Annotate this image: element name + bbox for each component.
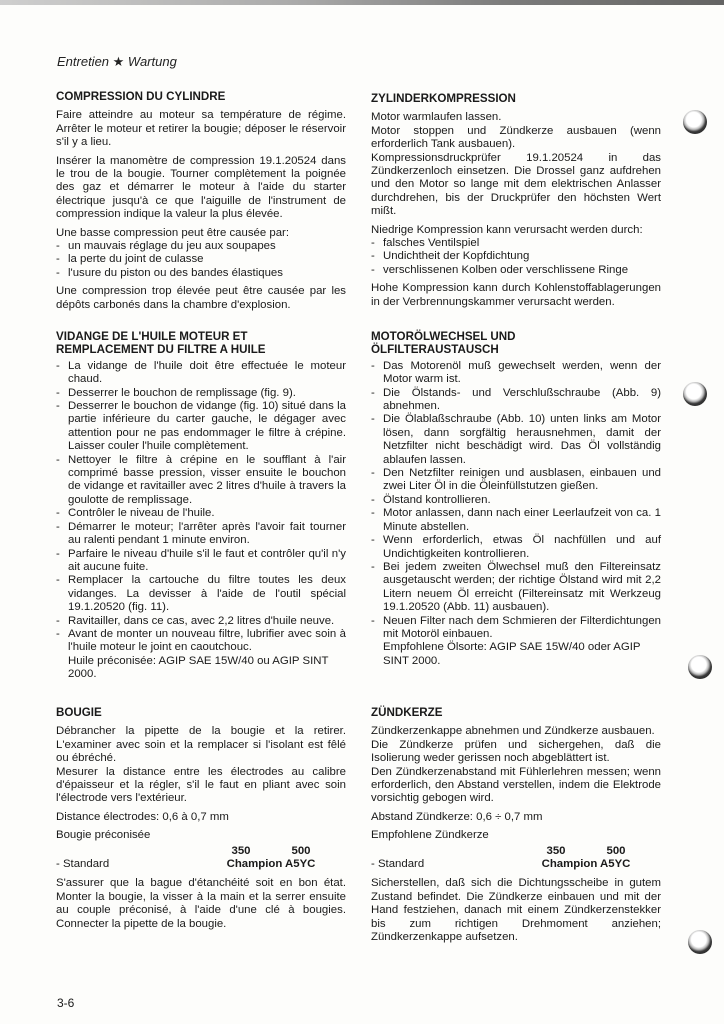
model-500-label: 500	[606, 844, 626, 857]
spec-row-label: - Standard	[371, 858, 425, 871]
section-title: ZÜNDKERZE	[371, 706, 443, 719]
section-title: ZYLINDERKOMPRESSION	[371, 92, 516, 105]
paragraph: Distance électrodes: 0,6 à 0,7 mm	[56, 810, 229, 823]
paragraph: Abstand Zündkerze: 0,6 ÷ 0,7 mm	[371, 810, 543, 823]
paragraph: Motor stoppen und Zündkerze ausbauen (wenn erforderlich Tank ausbauen).	[371, 124, 661, 151]
paragraph: Insérer la manomètre de compression 19.1.20524 dans le trou de la bougie. Tourner complètement la poignée des gaz et démarrer le moteur à l'aide du starter électrique jusqu'à ce que l'aiguille de l'instrument de compression indique la valeur la plus élevée.	[56, 154, 346, 221]
section-spark-de	[371, 706, 661, 950]
page-number: 3-6	[57, 996, 75, 1010]
paragraph: Niedrige Kompression kann verursacht werden durch:	[371, 223, 643, 236]
paragraph: Hohe Kompression kann durch Kohlenstoffablagerungen in der Verbrennungskammer verursacht werden.	[371, 282, 661, 308]
section-title	[371, 330, 661, 357]
paragraph: Mesurer la distance entre les électrodes au calibre d'épaisseur et la régler, s'il le faut en pliant avec soin l'électrode vers l'extérieur.	[56, 765, 346, 805]
punch-hole-2	[683, 382, 707, 406]
spec-row-value: Champion A5YC	[541, 858, 631, 871]
cause-list	[371, 237, 661, 277]
list-item: - Nettoyer le filtre à crépine en le soufflant à l'air comprimé basse pression, visser ensuite le bouchon de vidange et ravitailler avec 2 litres d'huile à travers la goulotte de remplissage.	[56, 454, 346, 508]
paragraph: S'assurer que la bague d'étanchéité soit en bon état. Monter la bougie, la visser à la main et la serrer ensuite au couple préconisé, à l'aide d'une clé à bougies. Connecter la pipette de la bougie.	[56, 877, 346, 930]
punch-hole-3	[688, 655, 712, 679]
section-compression-de	[371, 92, 661, 314]
punch-hole-4	[688, 930, 712, 954]
spec-row-label: - Standard	[56, 858, 110, 871]
paragraph: Une basse compression peut être causée par:	[56, 226, 290, 239]
spec-row	[56, 858, 346, 871]
paragraph: Den Zündkerzenabstand mit Fühlerlehren messen; wenn erforderlich, den Abstand verstellen, indem die Elektrode vorsichtig gebogen wird.	[371, 765, 661, 805]
list-item: - la perte du joint de culasse	[56, 253, 346, 266]
section-title: BOUGIE	[56, 706, 102, 719]
list-item: - Die Ölablaßschraube (Abb. 10) unten links am Motor lösen, dann sorgfältig herausnehmen, damit der Netzfilter nicht beschädigt wird. Das Öl vollständig ablaufen lassen.	[371, 413, 661, 467]
procedure-list	[56, 360, 346, 655]
paragraph: Zündkerzenkappe abnehmen und Zündkerze ausbauen.	[371, 725, 655, 738]
page-header: Entretien ★ Wartung	[57, 54, 177, 69]
list-item: - Desserrer le bouchon de remplissage (fig. 9).	[56, 387, 346, 400]
list-item: - Undichtheit der Kopfdichtung	[371, 250, 661, 263]
paragraph: Faire atteindre au moteur sa température de régime. Arrêter le moteur et retirer la bougie; déposer le réservoir s'il y a lieu.	[56, 109, 346, 149]
list-item: - Desserrer le bouchon de vidange (fig. 10) situé dans la partie inférieure du carter gauche, le dégager avec attention pour ne pas endommager le filtre à crépine. Laisser couler l'huile complètement.	[56, 400, 346, 454]
list-item: - La vidange de l'huile doit être effectuée le moteur chaud.	[56, 360, 346, 387]
cause-list	[56, 240, 346, 280]
oil-recommendation: Empfohlene Ölsorte: AGIP SAE 15W/40 oder AGIP SINT 2000.	[383, 641, 641, 667]
paragraph: Empfohlene Zündkerze	[371, 829, 489, 842]
scan-edge	[0, 0, 724, 5]
section-oil-de	[371, 330, 661, 668]
list-item: - Das Motorenöl muß gewechselt werden, wenn der Motor warm ist.	[371, 360, 661, 387]
paragraph: Une compression trop élevée peut être causée par les dépôts carbonés dans la chambre d'explosion.	[56, 285, 346, 311]
spec-row-value: Champion A5YC	[226, 858, 316, 871]
procedure-list	[371, 360, 661, 642]
list-item: - Ölstand kontrollieren.	[371, 494, 661, 507]
section-title	[56, 330, 346, 357]
oil-recommendation: Huile préconisée: AGIP SAE 15W/40 ou AGIP SINT 2000.	[68, 654, 329, 681]
list-item: - Neuen Filter nach dem Schmieren der Filterdichtungen mit Motoröl einbauen.	[371, 615, 661, 642]
list-item: - Avant de monter un nouveau filtre, lubrifier avec soin à l'huile moteur le joint en caoutchouc.	[56, 628, 346, 655]
spec-row	[371, 858, 661, 871]
title-line: MOTORÖLWECHSEL UND	[371, 330, 516, 343]
list-item: - l'usure du piston ou des bandes élastiques	[56, 267, 346, 280]
list-item: - Parfaire le niveau d'huile s'il le faut et contrôler qu'il n'y ait aucune fuite.	[56, 548, 346, 575]
list-item: - Bei jedem zweiten Ölwechsel muß den Filtereinsatz ausgetauscht werden; der richtige Ölstand wird mit 2,2 Litern neuem Öl erreicht (Filtereinsatz mit Werkzeug 19.1.20520 (Abb. 11) ausbauen).	[371, 561, 661, 615]
section-spark-fr	[56, 706, 346, 936]
list-item: - verschlissenen Kolben oder verschlissene Ringe	[371, 264, 661, 277]
list-item: - Démarrer le moteur; l'arrêter après l'avoir fait tourner au ralenti pendant 1 minute environ.	[56, 521, 346, 548]
paragraph: Kompressionsdruckprüfer 19.1.20524 in das Zündkerzenloch einsetzen. Die Drossel ganz aufdrehen und den Motor so lange mit dem elektrischen Anlasser durchdrehen, bis der Druckprüfer den höchsten Wert mißt.	[371, 151, 661, 218]
list-item: - Den Netzfilter reinigen und ausblasen, einbauen und zwei Liter Öl in die Öleinfüllstutzen gießen.	[371, 467, 661, 494]
title-line: ÖLFILTERAUSTAUSCH	[371, 343, 499, 357]
title-line: VIDANGE DE L'HUILE MOTEUR ET	[56, 330, 248, 343]
paragraph: Motor warmlaufen lassen.	[371, 111, 502, 124]
paragraph: Débrancher la pipette de la bougie et la retirer. L'examiner avec soin et la remplacer si l'isolant est fêlé ou ébréché.	[56, 725, 346, 765]
list-item: - Die Ölstands- und Verschlußschraube (Abb. 9) abnehmen.	[371, 387, 661, 414]
spec-header-row	[371, 845, 661, 858]
paragraph: Bougie préconisée	[56, 829, 151, 842]
paragraph: Sicherstellen, daß sich die Dichtungsscheibe in gutem Zustand befindet. Die Zündkerze einbauen und mit der Hand festziehen, danach mit einem Zündkerzenstekker bis zum richtigen Drehmoment anziehen; Zündkerzenkappe aufsetzen.	[371, 877, 661, 944]
spec-header-row	[56, 845, 346, 858]
title-line: REMPLACEMENT DU FILTRE A HUILE	[56, 343, 266, 357]
punch-hole-1	[683, 110, 707, 134]
list-item: - Ravitailler, dans ce cas, avec 2,2 litres d'huile neuve.	[56, 615, 346, 628]
list-item: - Remplacer la cartouche du filtre toutes les deux vidanges. La devisser à l'aide de l'outil spécial 19.1.20520 (fig. 11).	[56, 574, 346, 614]
section-title: COMPRESSION DU CYLINDRE	[56, 90, 226, 103]
list-item: - falsches Ventilspiel	[371, 237, 661, 250]
section-compression-fr	[56, 90, 346, 317]
model-350-label: 350	[231, 844, 251, 857]
paragraph: Die Zündkerze prüfen und sichergehen, daß die Isolierung weder gerissen noch abgeblättert ist.	[371, 738, 661, 765]
section-oil-fr	[56, 330, 346, 682]
model-500-label: 500	[291, 844, 311, 857]
list-item: - Motor anlassen, dann nach einer Leerlaufzeit von ca. 1 Minute abstellen.	[371, 507, 661, 534]
list-item: - Contrôler le niveau de l'huile.	[56, 507, 346, 520]
list-item: - un mauvais réglage du jeu aux soupapes	[56, 240, 346, 253]
list-item: - Wenn erforderlich, etwas Öl nachfüllen und auf Undichtigkeiten kontrollieren.	[371, 534, 661, 561]
model-350-label: 350	[546, 844, 566, 857]
